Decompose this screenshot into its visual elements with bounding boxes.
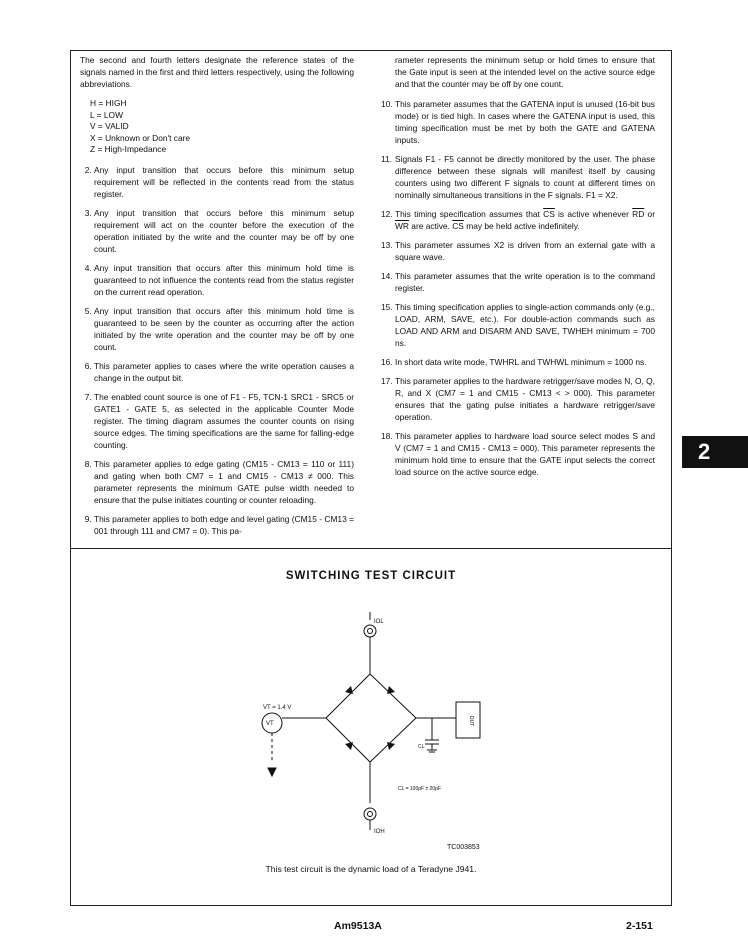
dut-box [456,702,480,738]
note-text-part: may be held active indefinitely. [463,221,580,231]
note-item: 7. The enabled count source is one of F1 - F5, TCN-1 SRC1 - SRC5 or GATE1 - GATE 5, as selected in the applicable Counter Mode register. The timing diagram assumes the counter counts on rising source edges. The timing specifications are the same for falling-edge counting. [94,391,354,451]
note-item: 6. This parameter applies to cases where the write operation causes a change in the output bit. [94,360,354,384]
note-text-part: or [644,209,655,219]
abbreviation-item: H = HIGH [90,98,127,108]
note-item: 2. Any input transition that occurs before this minimum setup requirement will be reflected in the contents read from the status register. [94,164,354,200]
cl-value: CL = 100pF ± 20pF [398,786,442,792]
current-source-iol-inner [368,629,373,634]
dut-label: DUT [468,716,474,727]
current-source-iol [364,625,376,637]
figure-title: SWITCHING TEST CIRCUIT [285,570,457,582]
note-item: 4. Any input transition that occurs after this minimum hold time is guaranteed to not influence the contents read from the status register on the current read operation. [94,262,354,298]
abbreviation-item: X = Unknown or Don't care [90,132,191,143]
note-text-part: are active. [408,221,453,231]
diode-icon [345,686,353,694]
note-number: 13. [381,240,393,250]
abbreviation-item: V = VALID [90,121,129,131]
vt-label: VT = 1.4 V [263,705,292,711]
note-number: 16. [381,357,393,367]
cl-label: CL [418,744,425,750]
note-item: 9. This parameter applies to both edge and level gating (CM15 - CM13 = 001 through 111 and CM7 = 0). This pa- [94,513,354,537]
signal-wr: $\overline{WR}$ [395,221,409,231]
note-text: This parameter assumes that the GATENA input is unused (16-bit bus mode) or is tied high. In cases where the GATENA input is used, this timing specification must be met by both the GATE and GATENA inputs. [395,99,655,145]
signal-rd: $\overline{RD}$ [632,209,645,219]
note-text: This parameter applies to the hardware retrigger/save modes N, O, Q, R, and X (CM7 = 1 and CM15 - CM13 < > 000). This parameter ensures that the gating pulse initiates a hardware retrigger/save operation. [395,376,655,422]
note-text-part: is active whenever [554,209,633,219]
signal-cs: $\overline{CS}$ [543,209,555,219]
footer-part-number: Am9513A [334,920,382,932]
signal-cs: $\overline{CS}$ [452,221,464,231]
current-source-ioh [364,808,376,820]
note-item: 5. Any input transition that occurs after this minimum hold time is guaranteed to be seen by the counter as occurring after the action initiated by the write operation and the counter may be off by one count. [94,305,354,353]
vt-symbol: VT [266,721,274,727]
note-number: 15. [381,302,393,312]
diode-icon [345,742,353,750]
note-item: 3. Any input transition that occurs before this minimum setup requirement will act on the counter before the execution of the operation initiated by the write and the counter may be off by one count. [94,207,354,255]
continuation-paragraph: rameter represents the minimum setup or hold times to ensure that the Gate input is seen at the intended level on the active source edge and that the counter may be off by one count. [395,55,655,89]
section-tab: 2 [682,436,748,468]
note-text: Signals F1 - F5 cannot be directly monitored by the user. The phase difference between these signals will manifest itself by causing counters using two different F signals to count at different times on nominally simultaneous transitions in the F signals. F1 = X2. [395,154,655,200]
diode-icon [387,742,395,750]
note-text: In short data write mode, TWHRL and TWHWL minimum = 1000 ns. [395,357,647,367]
note-number: 10. [381,99,393,109]
note-number: 12. [381,209,393,219]
note-text: This timing specification applies to single-action commands only (e.g., LOAD, ARM, SAVE, etc.). For double-action commands such as LOAD AND ARM and DISARM AND SAVE, TWHEH minimum = 700 ns. [395,302,655,348]
note-text: This parameter assumes that the write operation is to the command register. [395,271,655,293]
note-text: This parameter assumes X2 is driven from an external gate with a square wave. [395,240,655,262]
diode-icon [387,686,395,694]
note-number: 14. [381,271,393,281]
diode-bridge [326,674,416,762]
footer-page-number: 2-151 [626,920,653,932]
note-number: 18. [381,431,393,441]
note-text: This parameter applies to hardware load source select modes S and V (CM7 = 1 and CM15 - CM13 = 000). This parameter represents the minimum hold time to ensure that the GATE input selects the correct load source on the active source edge. [395,431,655,477]
ground-arrow-icon [268,768,276,776]
abbreviation-item: L = LOW [90,109,123,120]
current-source-ioh-inner [368,812,373,817]
ioh-label: IOH [374,829,385,835]
intro-paragraph: The second and fourth letters designate the reference states of the signals named in the first and third letters respectively, using the following abbreviations. [80,55,354,89]
abbreviation-item: Z = High-Impedance [90,144,167,154]
iol-label: IOL [374,619,384,625]
note-number: 11. [381,154,393,164]
note-number: 17. [381,376,393,386]
note-text-part: This timing specification assumes that [395,209,544,219]
figure-id: TC003853 [447,844,480,851]
figure-caption: This test circuit is the dynamic load of a Teradyne J941. [265,864,477,874]
note-item: 8. This parameter applies to edge gating (CM15 - CM13 = 110 or 111) and gating when both CM7 = 1 and CM15 - CM13 ≠ 000. This parameter represents the minimum GATE pulse width needed to ensure that the pulse initiates counting or counter reloading. [94,458,354,506]
